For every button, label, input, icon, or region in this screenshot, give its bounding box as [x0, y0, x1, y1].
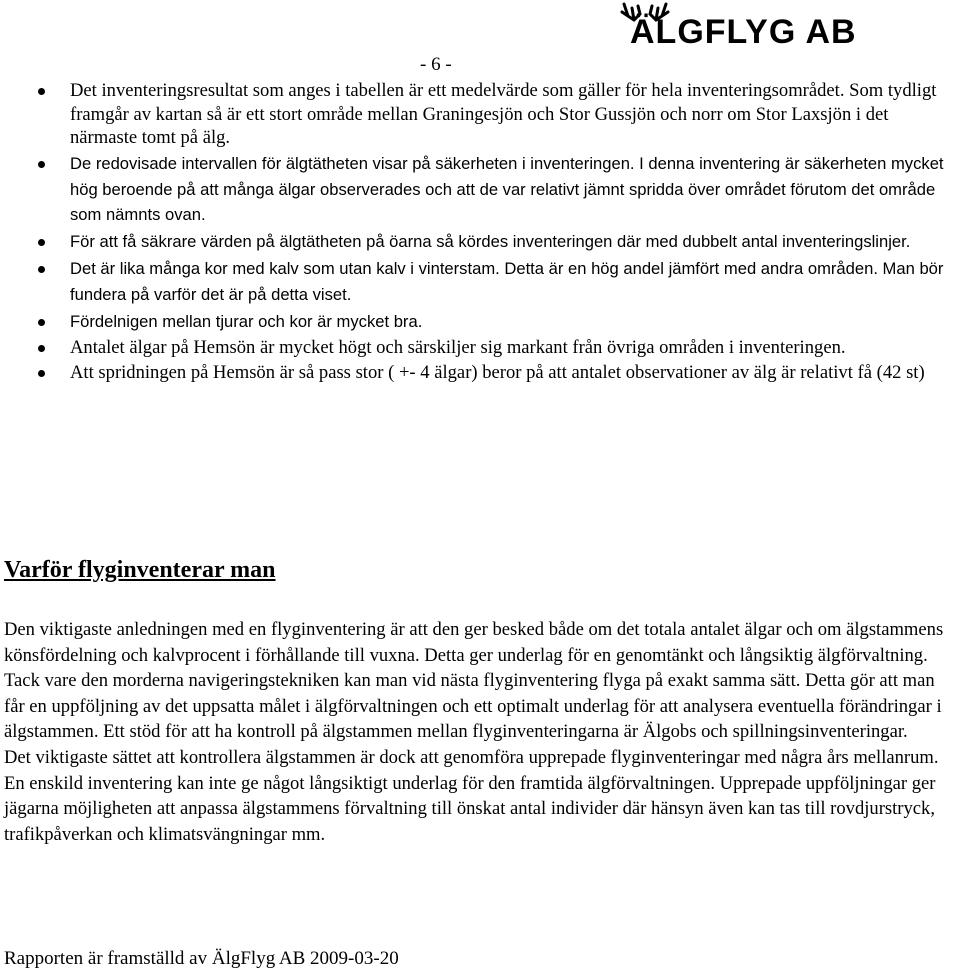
list-item: De redovisade intervallen för älgtätheten visar på säkerheten i inventeringen. I denna inventering är säkerheten mycket hög beroende på att många älgar observerades och att de var relativt jämnt spridda över området förutom det område som nämnts ovan. — [38, 151, 948, 228]
section-body — [4, 617, 959, 847]
list-item: Att spridningen på Hemsön är så pass stor ( +- 4 älgar) beror på att antalet observationer av älg är relativt få (42 st) — [38, 361, 948, 385]
bullet-icon — [38, 266, 45, 273]
page-footer: Rapporten är framställd av ÄlgFlyg AB 2009-03-20 — [4, 948, 399, 969]
bullet-icon — [38, 88, 45, 95]
bullet-icon — [38, 370, 45, 377]
logo-wordmark: ÄLGFLYG AB — [630, 13, 857, 51]
paragraph: Det viktigaste sättet att kontrollera älgstammen är dock att genomföra upprepade flyginventeringar med några års mellanrum. En enskild inventering kan inte ge något långsiktigt underlag för den framtida älgförvaltningen. Upprepade uppföljningar ger jägarna möjligheten att anpassa älgstammens förvaltning till önskat antal individer där hänsyn även kan tas till rovdjurstryck, trafikpåverkan och klimatsvängningar mm. — [4, 746, 939, 845]
page-number: - 6 - — [420, 54, 452, 75]
bullet-icon — [38, 161, 45, 168]
list-item: Det är lika många kor med kalv som utan kalv i vinterstam. Detta är en hög andel jämfört med andra områden. Man bör fundera på varför det är på detta viset. — [38, 256, 948, 307]
list-item: Det inventeringsresultat som anges i tabellen är ett medelvärde som gäller för hela inventeringsområdet. Som tydligt framgår av kartan så är ett stort område mellan Graningesjön och Stor Gussjön och norr om Stor Laxsjön i det närmaste tomt på älg. — [38, 79, 948, 150]
list-item: För att få säkrare värden på älgtätheten på öarna så kördes inventeringen där med dubbelt antal inventeringslinjer. — [38, 229, 948, 255]
paragraph: Den viktigaste anledningen med en flyginventering är att den ger besked både om det totala antalet älgar och om älgstammens könsfördelning och kalvprocent i förhållande till vuxna. Detta ger underlag för en genomtänkt och långsiktig älgförvaltning. Tack vare den morderna navigeringstekniken kan man vid nästa flyginventering flyga på exakt samma sätt. Detta gör att man får en uppföljning av det uppsatta målet i älgförvaltningen och ett optimalt underlag för att analysera eventuella förändringar i älgstammen. Ett stöd för att ha kontroll på älgstammen mellan flyginventeringarna är Älgobs och spillningsinventeringar. — [4, 619, 944, 743]
bullet-icon — [38, 319, 45, 326]
company-logo — [618, 2, 910, 54]
list-item: Fördelnigen mellan tjurar och kor är mycket bra. — [38, 309, 948, 335]
section-heading: Varför flyginventerar man — [4, 557, 276, 583]
list-item: Antalet älgar på Hemsön är mycket högt och särskiljer sig markant från övriga områden i inventeringen. — [38, 336, 948, 360]
findings-bullet-list — [38, 79, 948, 386]
bullet-icon — [38, 345, 45, 352]
bullet-icon — [38, 239, 45, 246]
